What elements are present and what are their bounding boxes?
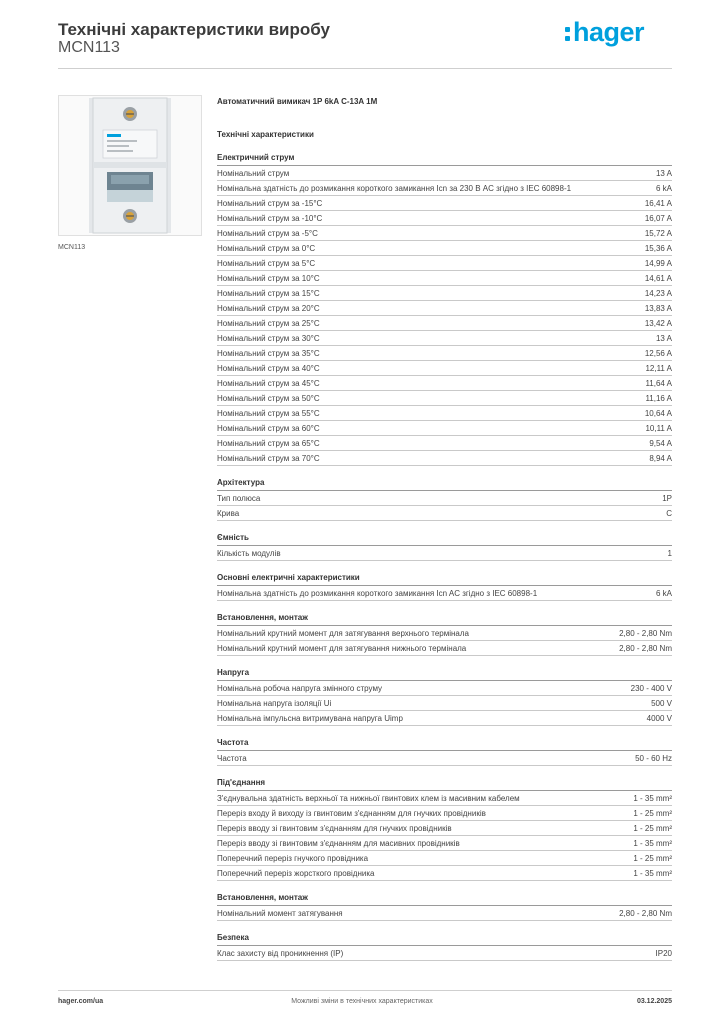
spec-label: Тип полюса (217, 494, 261, 503)
spec-section (217, 668, 672, 726)
spec-label: Номінальний струм за 10°C (217, 274, 320, 283)
spec-label: Номінальний струм за 30°C (217, 334, 320, 343)
spec-label: Номінальна робоча напруга змінного струму (217, 684, 383, 693)
spec-value: 6 kA (655, 184, 672, 193)
section-heading: Встановлення, монтаж (217, 613, 672, 626)
spec-row (217, 361, 672, 376)
spec-value: 10,11 A (645, 424, 672, 433)
spec-row (217, 211, 672, 226)
spec-row (217, 301, 672, 316)
footer-divider (58, 990, 672, 991)
spec-label: Номінальний струм за -5°C (217, 229, 318, 238)
spec-label: Номінальний струм за 0°C (217, 244, 316, 253)
spec-row (217, 196, 672, 211)
spec-value: IP20 (655, 949, 672, 958)
spec-label: Номінальний струм за -10°C (217, 214, 323, 223)
spec-label: Переріз входу й виходу із гвинтовим з'єднанням для гнучких провідників (217, 809, 486, 818)
logo-text: hager (573, 17, 645, 47)
hager-logo (565, 17, 644, 48)
footer-disclaimer: Можливі зміни в технічних характеристиках (291, 998, 433, 1005)
spec-row (217, 546, 672, 561)
section-heading: Безпека (217, 933, 672, 946)
spec-row (217, 436, 672, 451)
spec-row (217, 751, 672, 766)
spec-value: 1 - 25 mm² (633, 824, 672, 833)
spec-label: Номінальний момент затягування (217, 909, 343, 918)
spec-value: 6 kA (655, 589, 672, 598)
spec-content (217, 96, 672, 961)
section-heading: Частота (217, 738, 672, 751)
spec-value: 1 - 25 mm² (633, 809, 672, 818)
spec-label: З'єднувальна здатність верхньої та нижньої гвинтових клем із масивним кабелем (217, 794, 520, 803)
spec-value: 500 V (651, 699, 672, 708)
spec-label: Номінальний струм за 45°C (217, 379, 320, 388)
logo-dots-icon (565, 27, 570, 41)
spec-section (217, 933, 672, 961)
footer-date: 03.12.2025 (636, 998, 672, 1005)
spec-row (217, 946, 672, 961)
spec-section (217, 573, 672, 601)
spec-value: 12,56 A (644, 349, 672, 358)
spec-section (217, 533, 672, 561)
section-heading: Під'єднання (217, 778, 672, 791)
header-divider (58, 68, 672, 69)
spec-value: 14,23 A (644, 289, 672, 298)
spec-value: 13,83 A (644, 304, 672, 313)
spec-value: 14,61 A (644, 274, 672, 283)
spec-label: Номінальний струм за 25°C (217, 319, 320, 328)
spec-label: Номінальний струм за 40°C (217, 364, 320, 373)
spec-section (217, 778, 672, 881)
spec-label: Поперечний переріз жорсткого провідника (217, 869, 375, 878)
footer-website: hager.com/ua (58, 998, 104, 1005)
spec-section (217, 153, 672, 466)
spec-label: Номінальна здатність до розмикання короткого замикання Icn AC згідно з IEC 60898-1 (217, 589, 538, 598)
spec-row (217, 791, 672, 806)
spec-value: 16,07 A (644, 214, 672, 223)
spec-label: Номінальний струм за 15°C (217, 289, 320, 298)
spec-row (217, 696, 672, 711)
spec-value: 15,72 A (644, 229, 672, 238)
spec-label: Кількість модулів (217, 549, 281, 558)
spec-row (217, 821, 672, 836)
spec-label: Номінальний крутний момент для затягування верхнього термінала (217, 629, 469, 638)
spec-row (217, 491, 672, 506)
spec-row (217, 806, 672, 821)
spec-label: Поперечний переріз гнучкого провідника (217, 854, 369, 863)
page-title: Технічні характеристики виробу (58, 20, 330, 39)
spec-value: 1 - 35 mm² (633, 869, 672, 878)
spec-section (217, 613, 672, 656)
spec-label: Номінальний струм за 35°C (217, 349, 320, 358)
spec-row (217, 391, 672, 406)
spec-value: 1 - 35 mm² (633, 794, 672, 803)
spec-section (217, 738, 672, 766)
spec-row (217, 316, 672, 331)
spec-label: Номінальний струм за 70°C (217, 454, 320, 463)
section-heading: Ємність (217, 533, 672, 546)
spec-value: 4000 V (646, 714, 672, 723)
spec-row (217, 331, 672, 346)
spec-row (217, 836, 672, 851)
spec-value: 1 (667, 549, 672, 558)
spec-row (217, 586, 672, 601)
spec-label: Номінальний струм за 60°C (217, 424, 320, 433)
spec-section (217, 478, 672, 521)
spec-label: Номінальний струм за 55°C (217, 409, 320, 418)
spec-value: 13 A (655, 169, 672, 178)
spec-label: Частота (217, 754, 247, 763)
circuit-breaker-icon (59, 96, 201, 235)
spec-label: Переріз вводу зі гвинтовим з'єднанням для гнучких провідників (217, 824, 452, 833)
spec-row (217, 681, 672, 696)
section-heading: Архітектура (217, 478, 672, 491)
spec-value: 1P (662, 494, 672, 503)
spec-label: Переріз вводу зі гвинтовим з'єднанням для масивних провідників (217, 839, 460, 848)
spec-row (217, 406, 672, 421)
spec-value: 8,94 A (649, 454, 672, 463)
section-heading: Основні електричні характеристики (217, 573, 672, 586)
spec-row (217, 906, 672, 921)
spec-sections (217, 153, 672, 961)
product-code: MCN113 (58, 39, 120, 56)
spec-value: 2,80 - 2,80 Nm (619, 909, 672, 918)
spec-row (217, 256, 672, 271)
section-heading: Встановлення, монтаж (217, 893, 672, 906)
spec-label: Номінальний струм за 65°C (217, 439, 320, 448)
spec-value: 13 A (655, 334, 672, 343)
spec-row (217, 626, 672, 641)
section-heading: Напруга (217, 668, 672, 681)
spec-value: 9,54 A (649, 439, 672, 448)
spec-value: 50 - 60 Hz (635, 754, 672, 763)
spec-label: Номінальний крутний момент для затягування нижнього термінала (217, 644, 467, 653)
spec-row (217, 346, 672, 361)
spec-value: 12,11 A (645, 364, 672, 373)
spec-label: Номінальний струм (217, 169, 290, 178)
spec-value: 15,36 A (644, 244, 672, 253)
spec-label: Номінальний струм за -15°C (217, 199, 323, 208)
spec-value: C (666, 509, 672, 518)
spec-label: Номінальна здатність до розмикання короткого замикання Icn за 230 В AC згідно з IEC 60898-1 (217, 184, 572, 193)
tech-heading: Технічні характеристики (217, 130, 314, 139)
spec-value: 11,16 A (645, 394, 672, 403)
spec-row (217, 181, 672, 196)
spec-row (217, 506, 672, 521)
product-image-caption: MCN113 (58, 244, 86, 251)
spec-value: 13,42 A (644, 319, 672, 328)
spec-row (217, 286, 672, 301)
spec-label: Номінальна імпульсна витримувана напруга Uimp (217, 714, 403, 723)
spec-row (217, 421, 672, 436)
product-name: Автоматичний вимикач 1P 6kA C-13A 1M (217, 97, 378, 106)
spec-label: Номінальний струм за 50°C (217, 394, 320, 403)
spec-label: Крива (217, 509, 240, 518)
spec-row (217, 866, 672, 881)
spec-row (217, 271, 672, 286)
product-image (58, 95, 202, 236)
spec-value: 14,99 A (644, 259, 672, 268)
spec-value: 2,80 - 2,80 Nm (619, 629, 672, 638)
spec-label: Номінальний струм за 20°C (217, 304, 320, 313)
spec-label: Номінальний струм за 5°C (217, 259, 316, 268)
spec-value: 2,80 - 2,80 Nm (619, 644, 672, 653)
spec-row (217, 451, 672, 466)
spec-section (217, 893, 672, 921)
spec-label: Номінальна напруга ізоляції Ui (217, 699, 332, 708)
spec-row (217, 851, 672, 866)
spec-value: 10,64 A (644, 409, 672, 418)
spec-value: 11,64 A (645, 379, 672, 388)
spec-row (217, 711, 672, 726)
spec-row (217, 226, 672, 241)
section-heading: Електричний струм (217, 153, 672, 166)
spec-label: Клас захисту від проникнення (IP) (217, 949, 344, 958)
spec-row (217, 166, 672, 181)
spec-row (217, 241, 672, 256)
spec-row (217, 641, 672, 656)
spec-row (217, 376, 672, 391)
spec-value: 1 - 25 mm² (633, 854, 672, 863)
spec-value: 16,41 A (644, 199, 672, 208)
spec-value: 1 - 35 mm² (633, 839, 672, 848)
spec-value: 230 - 400 V (630, 684, 672, 693)
